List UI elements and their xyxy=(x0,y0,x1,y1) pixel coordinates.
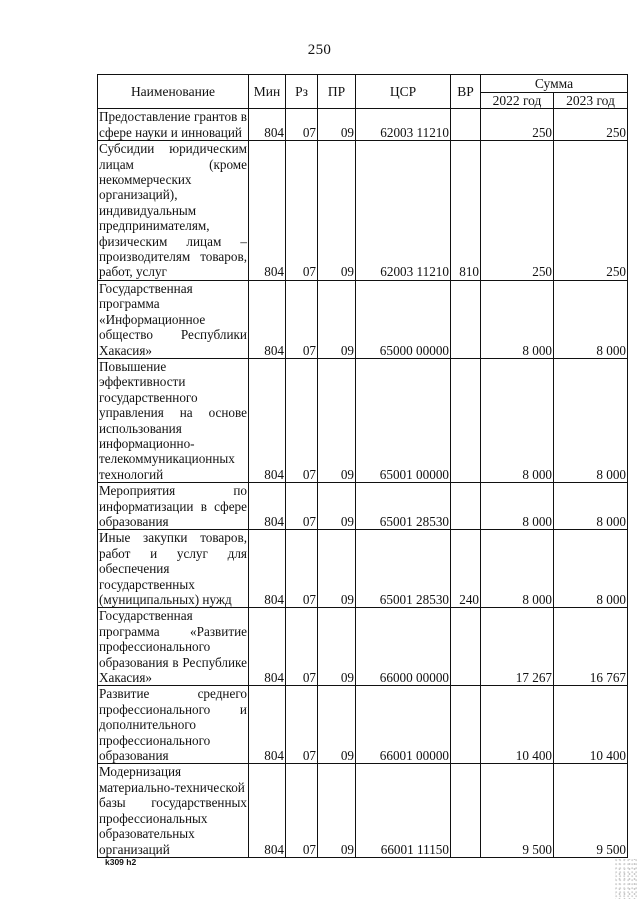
footer-code: k309 h2 xyxy=(105,857,137,867)
row-rz: 07 xyxy=(286,358,318,482)
header-vr: ВР xyxy=(451,75,481,109)
table-row xyxy=(98,686,628,764)
row-name: Государственная программа «Информационное общество Республики Хакасия» xyxy=(99,280,247,358)
row-min: 804 xyxy=(249,483,286,530)
row-pr: 09 xyxy=(318,358,356,482)
row-pr: 09 xyxy=(318,764,356,857)
row-csr: 66000 00000 xyxy=(356,608,451,686)
row-rz: 07 xyxy=(286,608,318,686)
row-sum-2022: 9 500 xyxy=(481,764,554,857)
row-sum-2023: 8 000 xyxy=(554,358,628,482)
row-sum-2022: 8 000 xyxy=(481,358,554,482)
row-name: Модернизация материально-технической базы государственных профессиональных образовательных организаций xyxy=(99,764,247,857)
header-year-2022: 2022 год xyxy=(481,93,554,109)
header-min: Мин xyxy=(249,75,286,109)
row-name: Государственная программа «Развитие профессионального образования в Республике Хакасия» xyxy=(99,608,247,686)
row-vr xyxy=(451,109,481,141)
row-sum-2022: 250 xyxy=(481,109,554,141)
row-sum-2023: 8 000 xyxy=(554,483,628,530)
row-pr: 09 xyxy=(318,608,356,686)
row-min: 804 xyxy=(249,686,286,764)
row-min: 804 xyxy=(249,358,286,482)
row-csr: 66001 00000 xyxy=(356,686,451,764)
row-sum-2023: 250 xyxy=(554,109,628,141)
header-year-2023: 2023 год xyxy=(554,93,628,109)
row-vr: 810 xyxy=(451,141,481,281)
row-rz: 07 xyxy=(286,686,318,764)
row-min: 804 xyxy=(249,608,286,686)
table-row xyxy=(98,483,628,530)
table-row xyxy=(98,280,628,358)
row-pr: 09 xyxy=(318,686,356,764)
row-pr: 09 xyxy=(318,141,356,281)
row-csr: 65001 00000 xyxy=(356,358,451,482)
row-pr: 09 xyxy=(318,483,356,530)
row-vr: 240 xyxy=(451,530,481,608)
budget-table xyxy=(97,74,628,858)
row-min: 804 xyxy=(249,109,286,141)
row-sum-2023: 9 500 xyxy=(554,764,628,857)
row-vr xyxy=(451,358,481,482)
row-csr: 65001 28530 xyxy=(356,483,451,530)
row-sum-2022: 8 000 xyxy=(481,530,554,608)
row-vr xyxy=(451,764,481,857)
row-sum-2022: 8 000 xyxy=(481,483,554,530)
row-rz: 07 xyxy=(286,109,318,141)
table-row xyxy=(98,141,628,281)
header-csr: ЦСР xyxy=(356,75,451,109)
row-sum-2023: 8 000 xyxy=(554,530,628,608)
row-name: Иные закупки товаров, работ и услуг для обеспечения государственных (муниципальных) нужд xyxy=(99,530,247,607)
row-csr: 66001 11150 xyxy=(356,764,451,857)
row-name: Предоставление грантов в сфере науки и инноваций xyxy=(99,109,247,140)
row-csr: 65000 00000 xyxy=(356,280,451,358)
row-sum-2022: 250 xyxy=(481,141,554,281)
row-csr: 62003 11210 xyxy=(356,109,451,141)
row-pr: 09 xyxy=(318,280,356,358)
table-row xyxy=(98,608,628,686)
row-csr: 62003 11210 xyxy=(356,141,451,281)
page-number: 250 xyxy=(307,42,332,58)
header-name: Наименование xyxy=(98,75,249,109)
row-vr xyxy=(451,483,481,530)
scan-noise-mark xyxy=(615,859,637,899)
row-min: 804 xyxy=(249,764,286,857)
row-rz: 07 xyxy=(286,483,318,530)
row-name: Мероприятия по информатизации в сфере образования xyxy=(99,483,247,529)
row-min: 804 xyxy=(249,141,286,281)
table-row xyxy=(98,764,628,857)
header-sum: Сумма xyxy=(481,75,628,93)
row-csr: 65001 28530 xyxy=(356,530,451,608)
row-sum-2023: 250 xyxy=(554,141,628,281)
row-rz: 07 xyxy=(286,764,318,857)
row-min: 804 xyxy=(249,280,286,358)
row-sum-2023: 10 400 xyxy=(554,686,628,764)
row-pr: 09 xyxy=(318,109,356,141)
table-body xyxy=(98,109,628,858)
table-header-row xyxy=(98,75,628,93)
row-name: Развитие среднего профессионального и дополнительного профессионального образования xyxy=(99,686,247,764)
table-row xyxy=(98,109,628,141)
row-vr xyxy=(451,608,481,686)
row-vr xyxy=(451,280,481,358)
row-pr: 09 xyxy=(318,530,356,608)
row-sum-2022: 8 000 xyxy=(481,280,554,358)
row-rz: 07 xyxy=(286,280,318,358)
header-pr: ПР xyxy=(318,75,356,109)
row-rz: 07 xyxy=(286,530,318,608)
row-sum-2022: 17 267 xyxy=(481,608,554,686)
row-name: Субсидии юридическим лицам (кроме некоммерческих организаций), индивидуальным предпринимателям, физическим лицам – производителям товаров, работ, услуг xyxy=(99,141,247,280)
header-rz: Рз xyxy=(286,75,318,109)
row-sum-2022: 10 400 xyxy=(481,686,554,764)
row-sum-2023: 16 767 xyxy=(554,608,628,686)
table-row xyxy=(98,358,628,482)
row-rz: 07 xyxy=(286,141,318,281)
row-sum-2023: 8 000 xyxy=(554,280,628,358)
row-min: 804 xyxy=(249,530,286,608)
table-row xyxy=(98,530,628,608)
row-name: Повышение эффективности государственного управления на основе использования информационно-телекоммуникационных технологий xyxy=(99,358,247,482)
row-vr xyxy=(451,686,481,764)
